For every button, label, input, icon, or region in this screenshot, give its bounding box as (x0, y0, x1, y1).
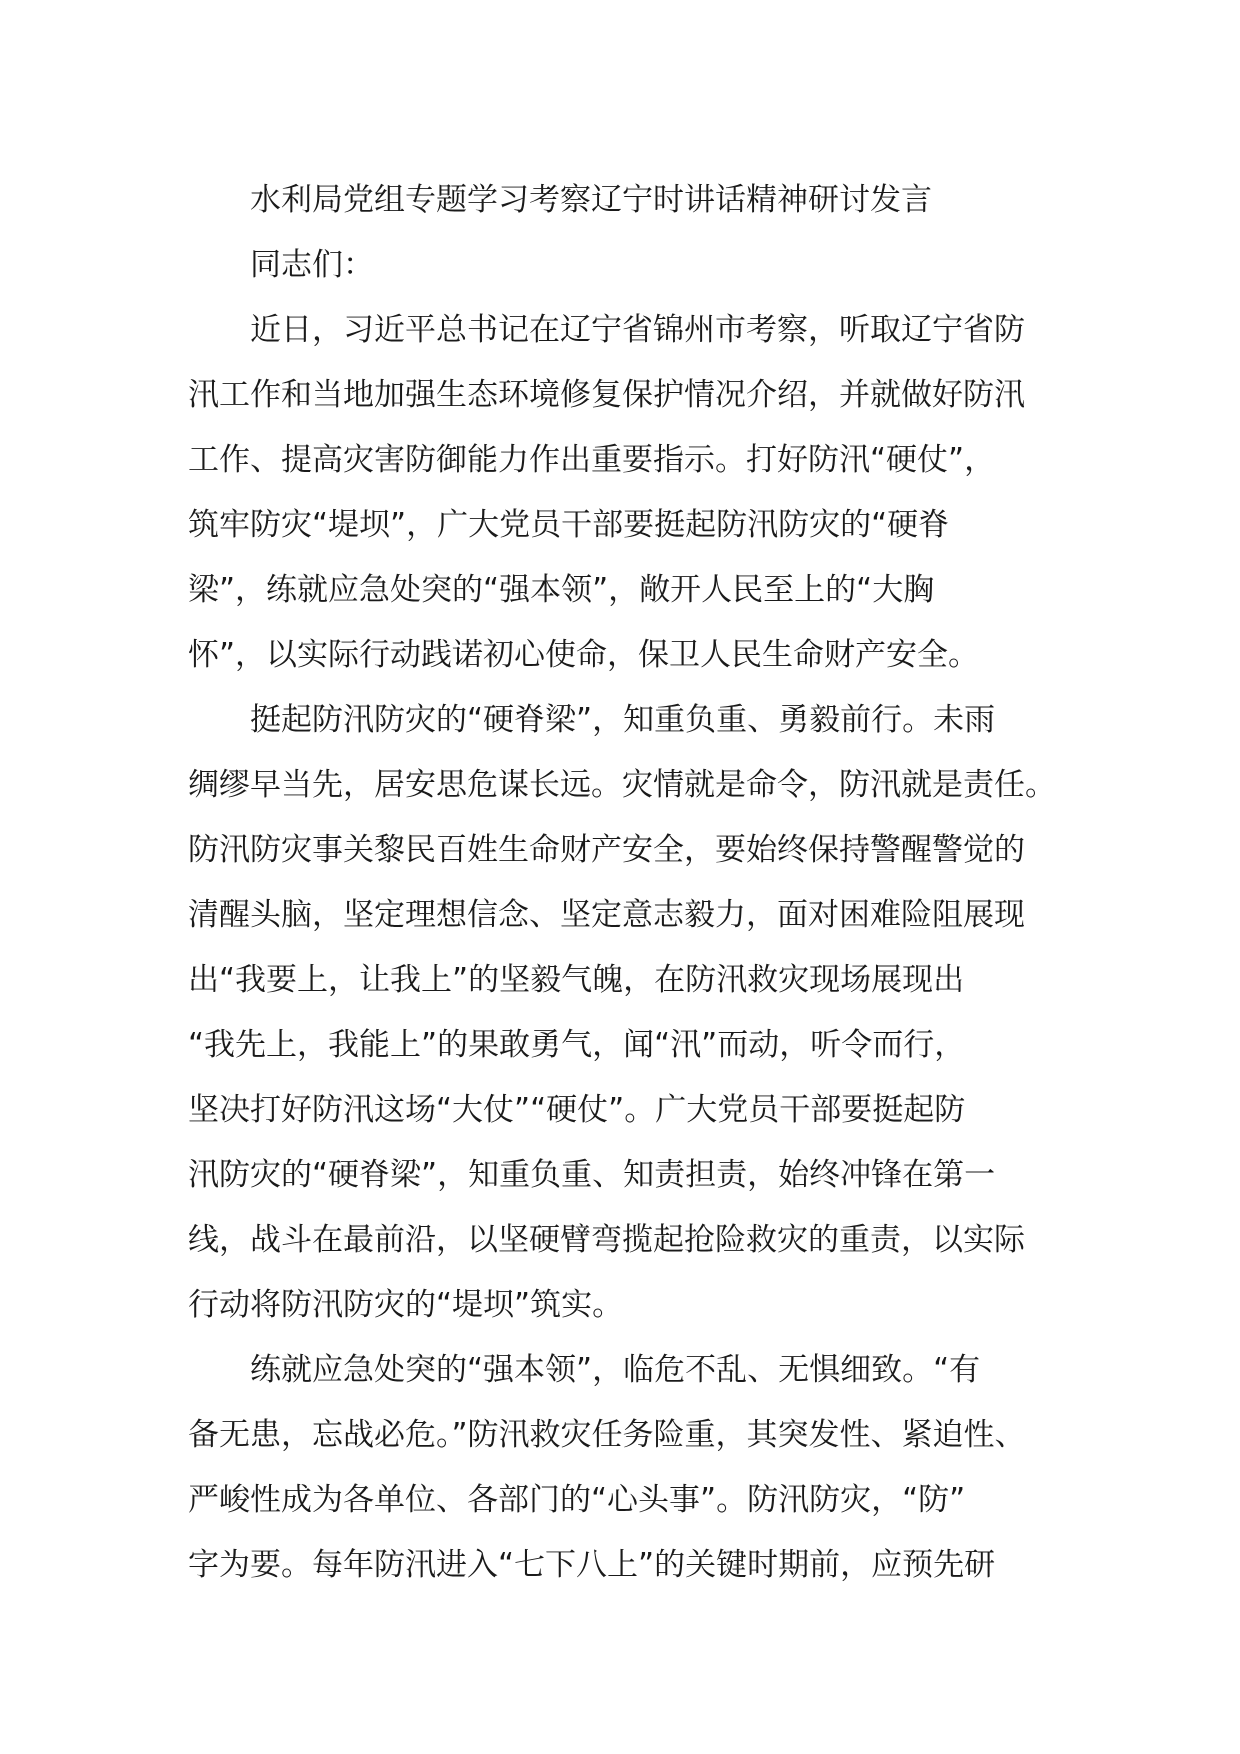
paragraph-line: 线，战斗在最前沿，以坚硬臂弯揽起抢险救灾的重责，以实际 (188, 1222, 1025, 1258)
salutation: 同志们： (250, 247, 374, 283)
document-body (188, 168, 1068, 1598)
paragraph-line: 汛工作和当地加强生态环境修复保护情况介绍，并就做好防汛 (188, 377, 1025, 413)
paragraph-3 (188, 1338, 1068, 1598)
paragraph-2 (188, 688, 1068, 1338)
paragraph-line: 行动将防汛防灾的“堤坝”筑实。 (188, 1287, 624, 1323)
paragraph-line: 坚决打好防汛这场“大仗”“硬仗”。广大党员干部要挺起防 (188, 1092, 966, 1128)
paragraph-line: 工作、提高灾害防御能力作出重要指示。打好防汛“硬仗”， (188, 442, 996, 478)
paragraph-line: 绸缪早当先，居安思危谋长远。灾情就是命令，防汛就是责任。 (188, 767, 1056, 803)
paragraph-line: 练就应急处突的“强本领”，临危不乱、无惧细致。“有 (250, 1352, 981, 1388)
paragraph-line: “我先上，我能上”的果敢勇气，闻“汛”而动，听令而行， (188, 1027, 966, 1063)
paragraph-line: 严峻性成为各单位、各部门的“心头事”。防汛防灾，“防” (188, 1482, 966, 1518)
paragraph-1 (188, 298, 1068, 688)
paragraph-line: 汛防灾的“硬脊梁”，知重负重、知责担责，始终冲锋在第一 (188, 1157, 996, 1193)
paragraph-line: 挺起防汛防灾的“硬脊梁”，知重负重、勇毅前行。未雨 (250, 702, 996, 738)
paragraph-line: 怀”，以实际行动践诺初心使命，保卫人民生命财产安全。 (188, 637, 980, 673)
paragraph-line: 防汛防灾事关黎民百姓生命财产安全，要始终保持警醒警觉的 (188, 832, 1025, 868)
paragraph-line: 备无患，忘战必危。”防汛救灾任务险重，其突发性、紧迫性、 (188, 1417, 1026, 1453)
document-title: 水利局党组专题学习考察辽宁时讲话精神研讨发言 (250, 182, 932, 218)
paragraph-line: 筑牢防灾“堤坝”，广大党员干部要挺起防汛防灾的“硬脊 (188, 507, 950, 543)
paragraph-line: 出“我要上，让我上”的坚毅气魄，在防汛救灾现场展现出 (188, 962, 965, 998)
paragraph-line: 梁”，练就应急处突的“强本领”，敞开人民至上的“大胸 (188, 572, 935, 608)
paragraph-line: 近日，习近平总书记在辽宁省锦州市考察，听取辽宁省防 (250, 312, 1025, 348)
paragraph-line: 清醒头脑，坚定理想信念、坚定意志毅力，面对困难险阻展现 (188, 897, 1025, 933)
paragraph-line: 字为要。每年防汛进入“七下八上”的关键时期前，应预先研 (188, 1547, 996, 1583)
